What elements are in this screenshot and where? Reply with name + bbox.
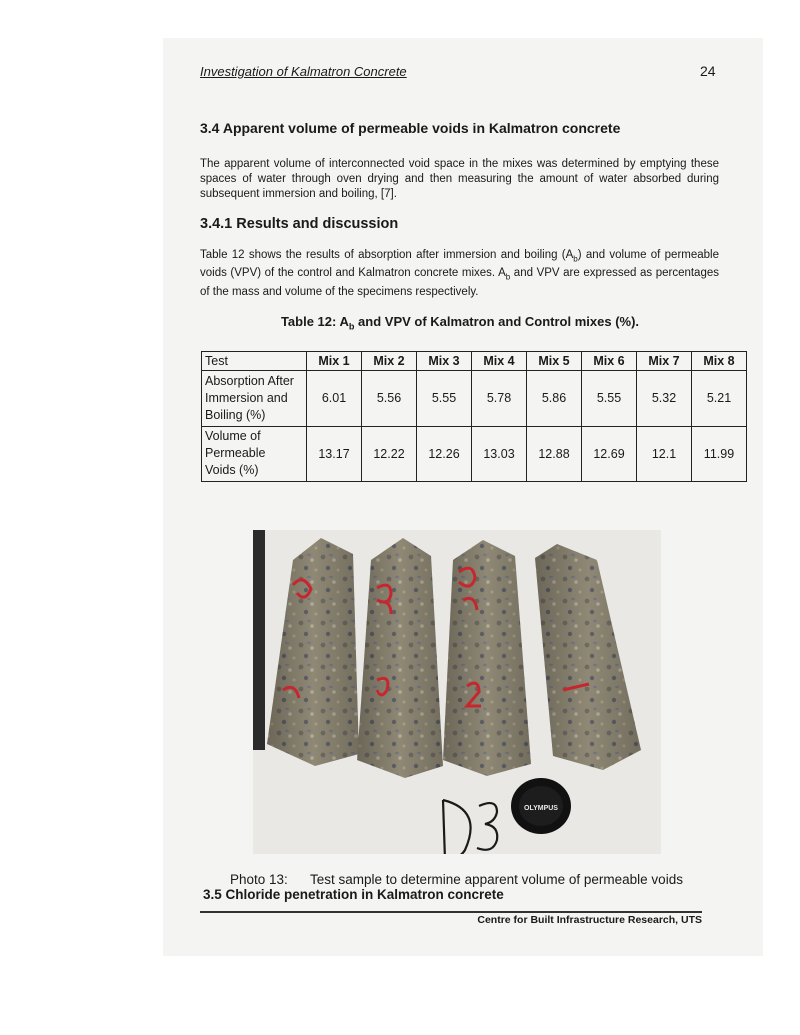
table-cell: 5.86 xyxy=(527,371,582,427)
header-cell: Mix 7 xyxy=(637,352,692,371)
header-cell: Mix 5 xyxy=(527,352,582,371)
header-cell: Mix 8 xyxy=(691,352,746,371)
row-label: Volume of Permeable Voids (%) xyxy=(202,426,307,482)
photo-caption-number: Photo 13: xyxy=(230,872,288,887)
table-cell: 12.69 xyxy=(582,426,637,482)
running-header-title: Investigation of Kalmatron Concrete xyxy=(200,64,407,79)
header-cell: Mix 4 xyxy=(472,352,527,371)
section-3-4-1-paragraph: Table 12 shows the results of absorption after immersion and boiling $(A_b)$ and volume of permeable voids (VPV) of the control and Kalmatron concrete mixes. $A_b$ and VPV are expressed as percentages of the mass and volume of the specimens respectively. xyxy=(200,249,719,298)
table-cell: 13.17 xyxy=(307,426,362,482)
table-cell: 13.03 xyxy=(472,426,527,482)
table-cell: 12.26 xyxy=(417,426,472,482)
photo-caption-text: Test sample to determine apparent volume of permeable voids xyxy=(310,872,683,887)
row-label: Absorption After Immersion and Boiling (%) xyxy=(202,371,307,427)
table-cell: 5.78 xyxy=(472,371,527,427)
section-3-4-paragraph: The apparent volume of interconnected void space in the mixes was determined by emptying these spaces of water through oven drying and then measuring the amount of water absorbed during subsequent immersion and boiling, [7]. xyxy=(200,158,719,200)
table-cell: 12.1 xyxy=(637,426,692,482)
photo-caption xyxy=(230,872,683,887)
table-row xyxy=(202,426,747,482)
header-cell: Mix 6 xyxy=(582,352,637,371)
section-heading-3-4-1: 3.4.1 Results and discussion xyxy=(200,216,399,232)
table-cell: 12.88 xyxy=(527,426,582,482)
header-cell: Mix 2 xyxy=(362,352,417,371)
photo-illustration xyxy=(253,530,661,854)
table-caption: Table 12: $A_b$ and VPV of Kalmatron and Control mixes (%). xyxy=(280,314,640,332)
table-row xyxy=(202,371,747,427)
header-cell: Mix 3 xyxy=(417,352,472,371)
table-header-row xyxy=(202,352,747,371)
header-cell: Mix 1 xyxy=(307,352,362,371)
table-cell: 5.55 xyxy=(417,371,472,427)
table-cell: 5.56 xyxy=(362,371,417,427)
table-cell: 5.32 xyxy=(637,371,692,427)
table-cell: 5.55 xyxy=(582,371,637,427)
footer-text: Centre for Built Infrastructure Research, UTS xyxy=(477,914,702,926)
lens-cap xyxy=(511,778,571,834)
results-table xyxy=(201,351,747,482)
section-heading-3-4: 3.4 Apparent volume of permeable voids in Kalmatron concrete xyxy=(200,120,621,136)
concrete-specimens-photo xyxy=(253,530,661,854)
lens-cap-brand: OLYMPUS xyxy=(524,805,558,812)
table-cell: 12.22 xyxy=(362,426,417,482)
section-heading-3-5: 3.5 Chloride penetration in Kalmatron concrete xyxy=(203,887,504,902)
table-cell: 6.01 xyxy=(307,371,362,427)
table-cell: 11.99 xyxy=(691,426,746,482)
page-number: 24 xyxy=(700,63,716,79)
header-cell: Test xyxy=(202,352,307,371)
table-cell: 5.21 xyxy=(691,371,746,427)
footer-divider xyxy=(200,911,702,913)
